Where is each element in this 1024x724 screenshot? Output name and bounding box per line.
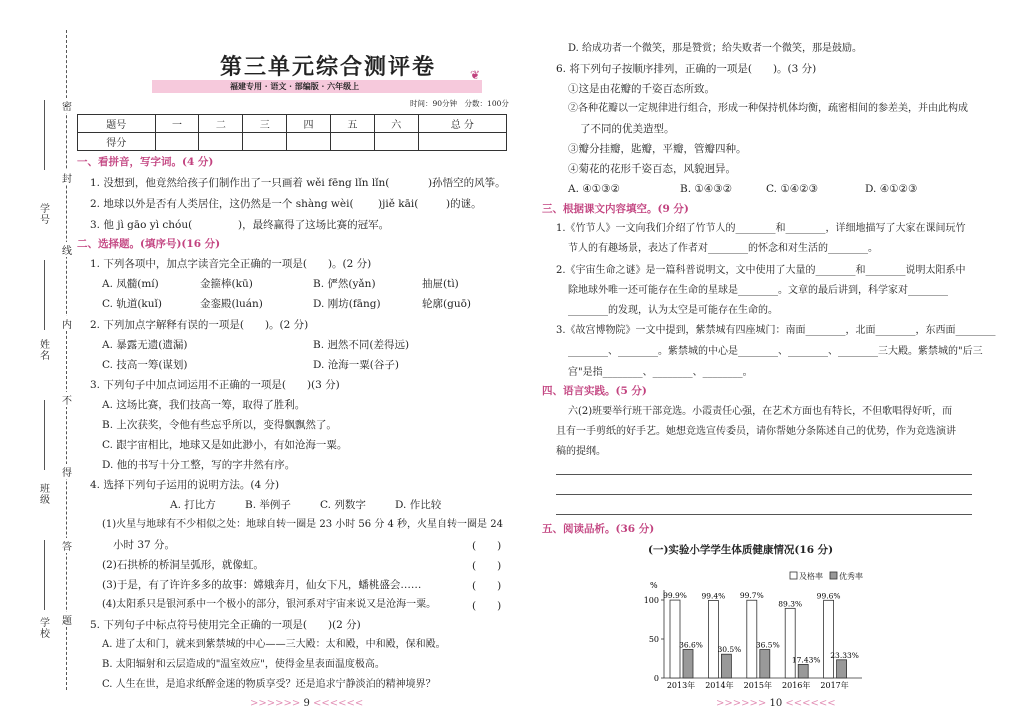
fill-blank-text: 节人的有趣场景，表达了作者对________的怀念和对生活的________。 bbox=[568, 243, 878, 254]
x-tick-label: 2013年 bbox=[666, 681, 696, 690]
section-heading: 三、根据课文内容填空。(9 分) bbox=[542, 203, 689, 215]
fill-blank-text: ________、________。紫禁城的中心是________、________、________三大殿。紫禁城的"后三 bbox=[568, 346, 983, 357]
option: D. 给成功者一个微笑，那是赞赏；给失败者一个微笑，那是鼓励。 bbox=[568, 43, 863, 54]
question-text: 5. 下列句子中标点符号使用完全正确的一项是( )(2 分) bbox=[90, 619, 361, 631]
option: 金箍棒(kū) bbox=[200, 278, 253, 290]
y-tick-label: 100 bbox=[643, 596, 659, 605]
question-text: 3. 他 jì gāo yì chóu( bbox=[90, 219, 193, 231]
table-header: 三 bbox=[243, 115, 287, 133]
option: B. 迥然不同(差得远) bbox=[313, 339, 410, 351]
answer-line[interactable] bbox=[556, 514, 972, 515]
option: D. ④①②③ bbox=[865, 183, 918, 195]
score-cell[interactable] bbox=[330, 133, 374, 151]
bar-value-label: 99.6% bbox=[816, 591, 841, 601]
seal-char: 不 bbox=[61, 392, 73, 407]
legend-swatch-excellent bbox=[830, 572, 837, 579]
fill-blank-text: 除地球外唯一还可能存在生命的星球是________。文章的最后讲到，科学家对________ bbox=[568, 285, 948, 296]
prompt-text: 且有一手剪纸的好手艺。她想竞选宣传委员，请你帮她分条陈述自己的优势，作为竞选演讲 bbox=[556, 426, 956, 437]
bar-value-label: 36.5% bbox=[755, 640, 780, 650]
question-text: 6. 将下列句子按顺序排列，正确的一项是( )。(3 分) bbox=[556, 63, 817, 75]
option: C. 轨道(kuǐ) bbox=[102, 298, 163, 310]
fill-blank-text: 3.《故宫博物院》一文中提到，紫禁城有四座城门：南面________，北面________，东西面________ bbox=[556, 325, 996, 336]
bar-value-label: 99.7% bbox=[739, 591, 764, 601]
legend-swatch-pass bbox=[790, 572, 797, 579]
school-label: 学校 bbox=[40, 618, 50, 640]
table-row bbox=[78, 133, 507, 151]
class-label: 班级 bbox=[40, 484, 50, 506]
bar-value-label: 99.4% bbox=[701, 591, 726, 601]
sentence: ④菊花的花形千姿百态，风貌迥异。 bbox=[568, 163, 736, 175]
bar-value-label: 99.9% bbox=[663, 591, 687, 601]
score-cell[interactable] bbox=[199, 133, 243, 151]
option: A. 进了太和门，就来到紫禁城的中心——三大殿：太和殿，中和殿，保和殿。 bbox=[102, 639, 446, 650]
fill-blank-text: ________的发现，认为太空是可能存在生命的。 bbox=[568, 305, 778, 316]
section-heading: 五、阅读品析。(36 分) bbox=[542, 523, 655, 535]
question-text: (3)于是，有了许许多多的故事：嫦娥奔月，仙女下凡，蟠桃盛会…… bbox=[102, 579, 422, 591]
option: A. ④①③② bbox=[568, 183, 620, 195]
bar-value-label: 17.43% bbox=[791, 655, 821, 665]
y-tick-label: 0 bbox=[653, 674, 659, 683]
seal-char: 密 bbox=[61, 98, 73, 113]
score-table bbox=[77, 114, 507, 151]
bar-value-label: 30.5% bbox=[717, 645, 742, 655]
option: B. ①④③② bbox=[680, 183, 733, 195]
option: B. 上次获奖，令他有些忘乎所以，变得飘飘然了。 bbox=[102, 419, 337, 431]
fill-line bbox=[44, 540, 45, 610]
bar-pass-rate bbox=[824, 600, 834, 678]
banner-text: 福建专用 · 语文 · 部编版 · 六年级上 bbox=[230, 81, 360, 91]
score-cell[interactable] bbox=[155, 133, 199, 151]
bar-pass-rate bbox=[708, 600, 718, 678]
bar-pass-rate bbox=[670, 600, 680, 678]
page-number-right: >>>>>> 10 <<<<<< bbox=[716, 698, 836, 709]
question-text: (2)石拱桥的桥洞呈弧形，就像虹。 bbox=[102, 559, 264, 571]
seal-char: 内 bbox=[61, 316, 73, 331]
question-text: 1. 没想到，他竟然给孩子们制作出了一只画着 wěi fēng lǐn lǐn( bbox=[90, 177, 390, 189]
option: D. 作比较 bbox=[395, 499, 442, 511]
table-header: 四 bbox=[287, 115, 331, 133]
fill-blank-text: 2.《宇宙生命之谜》是一篇科普说明文，文中使用了大量的________和________说明太阳系中 bbox=[556, 265, 966, 276]
bar-value-label: 23.33% bbox=[830, 650, 859, 660]
question-text: )的谜。 bbox=[446, 198, 482, 210]
fill-blank-text: 宫"是指________、________、________。 bbox=[568, 367, 753, 378]
seal-char: 答 bbox=[61, 538, 73, 553]
x-tick-label: 2017年 bbox=[820, 681, 849, 690]
sentence: 了不同的优美造型。 bbox=[580, 123, 675, 135]
option: C. 列数字 bbox=[320, 499, 366, 511]
option: C. ①④②③ bbox=[766, 183, 818, 195]
student-id-label: 学号 bbox=[40, 204, 50, 226]
question-text: 4. 选择下列句子运用的说明方法。(4 分) bbox=[90, 479, 280, 491]
question-text: (1)火星与地球有不少相似之处：地球自转一圈是 23 小时 56 分 4 秒，火星自转一圈是 24 bbox=[102, 519, 503, 530]
chart-legend bbox=[790, 571, 863, 581]
question-text: )孙悟空的风筝。 bbox=[428, 177, 506, 189]
option: 抽屉(tì) bbox=[422, 278, 459, 290]
fill-line bbox=[44, 400, 45, 470]
sentence: ③瓣分挂瓣，匙瓣，平瓣，管瓣四种。 bbox=[568, 143, 747, 155]
answer-paren[interactable]: ( ) bbox=[472, 560, 502, 572]
table-header: 六 bbox=[374, 115, 418, 133]
section-heading: 一、看拼音，写字词。(4 分) bbox=[77, 156, 214, 168]
table-header: 一 bbox=[155, 115, 199, 133]
seal-char: 封 bbox=[61, 170, 73, 185]
answer-line[interactable] bbox=[556, 494, 972, 495]
fill-line bbox=[44, 100, 45, 170]
question-text: 3. 下列句子中加点词运用不正确的一项是( )(3 分) bbox=[90, 379, 340, 391]
x-tick-label: 2016年 bbox=[782, 681, 811, 690]
option: A. 这场比赛，我们技高一筹，取得了胜利。 bbox=[102, 399, 306, 411]
sentence: ②各种花瓣以一定规律进行组合，形成一种保持机体均衡，疏密相间的参差美，并由此构成 bbox=[568, 103, 968, 114]
health-bar-chart bbox=[640, 570, 870, 690]
score-cell[interactable] bbox=[418, 133, 506, 151]
bar-value-label: 89.3% bbox=[778, 599, 803, 609]
option: A. 凤髓(mí) bbox=[102, 278, 159, 290]
bar-excellent-rate bbox=[760, 650, 770, 678]
score-cell[interactable] bbox=[243, 133, 287, 151]
seal-char: 线 bbox=[61, 242, 73, 257]
option: D. 刚坊(fāng) bbox=[313, 298, 381, 310]
bar-excellent-rate bbox=[683, 649, 693, 678]
swirl-ornament-icon: ❦ bbox=[470, 68, 481, 82]
answer-paren[interactable]: ( ) bbox=[472, 540, 502, 552]
section-heading: 四、语言实践。(5 分) bbox=[542, 385, 647, 397]
option: C. 技高一筹(谋划) bbox=[102, 359, 188, 371]
chart-heading: (一)实验小学学生体质健康情况(16 分) bbox=[648, 544, 834, 556]
y-axis-unit: % bbox=[650, 581, 658, 590]
answer-line[interactable] bbox=[556, 474, 972, 475]
option: 金銮殿(luán) bbox=[200, 298, 263, 310]
x-tick-label: 2014年 bbox=[705, 681, 734, 690]
section-heading: 二、选择题。(填序号)(16 分) bbox=[77, 238, 221, 250]
score-cell[interactable] bbox=[287, 133, 331, 151]
option: A. 打比方 bbox=[170, 499, 216, 511]
seal-line bbox=[66, 30, 67, 690]
y-tick-label: 50 bbox=[648, 635, 659, 644]
sentence: ①这是由花瓣的千姿百态所致。 bbox=[568, 83, 715, 95]
option: D. 他的书写十分工整，写的字井然有序。 bbox=[102, 459, 296, 471]
score-cell[interactable] bbox=[374, 133, 418, 151]
option: D. 沧海一粟(谷子) bbox=[313, 359, 399, 371]
x-tick-label: 2015年 bbox=[743, 681, 772, 690]
answer-paren[interactable]: ( ) bbox=[472, 600, 502, 612]
option: B. 太阳辐射和云层造成的"温室效应"，使得金星表面温度极高。 bbox=[102, 659, 385, 670]
table-header: 题号 bbox=[78, 115, 156, 133]
question-text: (4)太阳系只是银河系中一个极小的部分，银河系对宇宙来说又是沧海一粟。 bbox=[102, 599, 437, 610]
question-text: )，最终赢得了这场比赛的冠军。 bbox=[238, 219, 390, 231]
legend-label: 优秀率 bbox=[839, 572, 863, 581]
exam-meta: 时间：90分钟 分数：100分 bbox=[410, 99, 509, 108]
seal-char: 得 bbox=[61, 464, 73, 479]
name-label: 姓名 bbox=[40, 340, 50, 362]
table-header: 五 bbox=[330, 115, 374, 133]
option: C. 跟宇宙相比，地球又是如此渺小，有如沧海一粟。 bbox=[102, 439, 348, 451]
prompt-text: 六(2)班要举行班干部竞选。小霞责任心强，在艺术方面也有特长，不但歌唱得好听，而 bbox=[568, 406, 953, 417]
option: C. 人生在世，是追求纸醉金迷的物质享受？还是追求宁静淡泊的精神境界？ bbox=[102, 679, 436, 690]
bar-excellent-rate bbox=[798, 664, 808, 678]
bar-pass-rate bbox=[747, 600, 757, 678]
bar-excellent-rate bbox=[721, 654, 731, 678]
question-text: 2. 下列加点字解释有误的一项是( )。(2 分) bbox=[90, 319, 309, 331]
fill-line bbox=[44, 260, 45, 330]
bar-excellent-rate bbox=[837, 660, 847, 678]
question-text: )jiě kāi( bbox=[378, 198, 419, 210]
table-header: 二 bbox=[199, 115, 243, 133]
table-header: 总 分 bbox=[418, 115, 506, 133]
binding-margin bbox=[0, 0, 70, 724]
page-title: 第三单元综合测评卷 bbox=[220, 54, 437, 80]
page-number-left: >>>>>> 9 <<<<<< bbox=[250, 698, 364, 709]
bar-pass-rate bbox=[785, 608, 795, 678]
option: 轮廓(guō) bbox=[422, 298, 471, 310]
bar-value-label: 36.6% bbox=[679, 640, 703, 650]
seal-char: 题 bbox=[61, 612, 73, 627]
question-text: 小时 37 分。 bbox=[113, 539, 176, 551]
answer-paren[interactable]: ( ) bbox=[472, 580, 502, 592]
option: B. 举例子 bbox=[245, 499, 291, 511]
option: A. 暴露无遗(遗漏) bbox=[102, 339, 188, 351]
legend-label: 及格率 bbox=[799, 572, 823, 581]
table-row bbox=[78, 115, 507, 133]
question-text: 2. 地球以外是否有人类居住，这仍然是一个 shàng wèi( bbox=[90, 198, 354, 210]
fill-blank-text: 1.《竹节人》一文向我们介绍了竹节人的________和________，详细地描写了大家在课间玩竹 bbox=[556, 223, 966, 234]
prompt-text: 稿的提纲。 bbox=[556, 446, 606, 457]
question-text: 1. 下列各项中，加点字读音完全正确的一项是( )。(2 分) bbox=[90, 258, 372, 270]
option: B. 俨然(yǎn) bbox=[313, 278, 376, 290]
chart-bars bbox=[663, 591, 859, 678]
table-row-label: 得分 bbox=[78, 133, 156, 151]
